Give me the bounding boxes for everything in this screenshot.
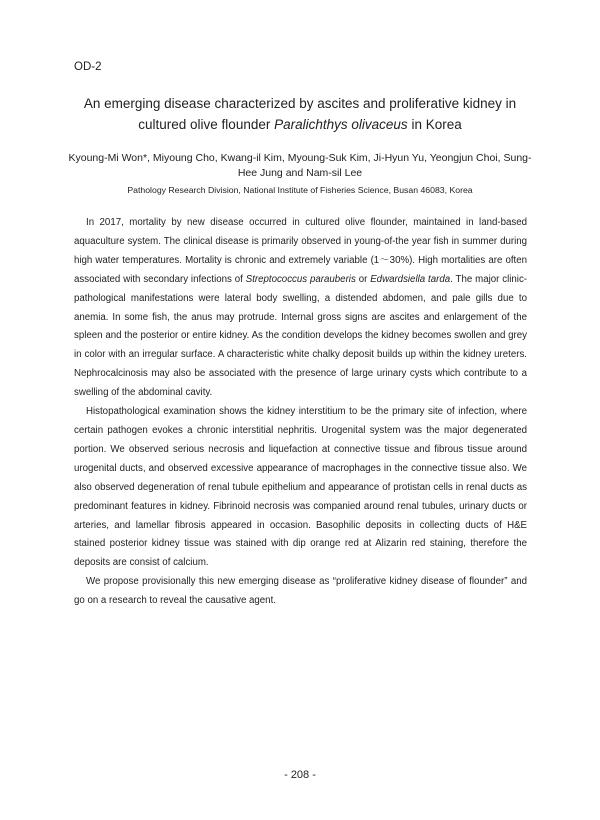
pathogen-name-1: Streptococcus parauberis (245, 273, 356, 285)
paragraph-1-part-c: or (355, 273, 371, 285)
title-line-2-post: in Korea (407, 117, 462, 132)
paper-title (60, 93, 540, 135)
abstract-code: OD-2 (74, 61, 102, 73)
paragraph-3: We propose provisionally this new emerging disease as “proliferative kidney disease of flounder” and go on a research to reveal the causative agent. (74, 576, 527, 607)
affiliation: Pathology Research Division, National Institute of Fisheries Science, Busan 46083, Korea (127, 185, 473, 195)
pathogen-name-2: Edwardsiella tarda (370, 273, 451, 285)
paragraph-1-part-e: . The major clinic-pathological manifestations were lateral body swelling, a distended abdomen, and pale gills due to anemia. In some fish, the anus may protrude. Internal gross signs are ascites and enlargement of the spleen and the posterior or entire kidney. As the condition develops the kidney becomes swollen and grey in color with an irregular surface. A characteristic white chalky deposit builds up within the kidney ureters. Nephrocalcinosis may also be associated with the presence of large urinary cysts which contribute to a swelling of the abdominal cavity. (74, 273, 528, 399)
abstract-body (74, 214, 527, 611)
paragraph-1-part-a: In 2017, mortality by new disease occurred in cultured olive flounder, maintained in land-based aquaculture system. The clinical disease is primarily observed in young-of-the year fish in summer during high water temperatures. Mortality is chronic and extremely variable (1～30%). High mortalities are often associated with secondary infections of (74, 217, 527, 285)
paragraph-1 (74, 214, 527, 403)
author-list: Kyoung-Mi Won*, Miyoung Cho, Kwang-il Kim, Myoung-Suk Kim, Ji-Hyun Yu, Yeongjun Choi, Sung-Hee Jung and Nam-sil Lee (68, 152, 532, 179)
title-line-1: An emerging disease characterized by ascites and proliferative kidney in (83, 96, 517, 111)
species-name: Paralichthys olivaceus (274, 117, 408, 132)
paragraph-2: Histopathological examination shows the kidney interstitium to be the primary site of infection, where certain pathogen evokes a chronic interstitial nephritis. Urogenital system was the major degenerated portion. We observed serious necrosis and liquefaction at connective tissue and fibrous tissue around urogenital ducts, and observed excessive appearance of macrophages in the connective tissue also. We also observed degeneration of renal tubule epithelium and appearance of protistan cells in renal ducts as predominant features in kidney. Fibrinoid necrosis was companied around renal tubules, urinary ducts or arteries, and lamellar fibrosis appeared in occasion. Basophilic deposits in collecting ducts of H&E stained posterior kidney tissue was stained with dip orange red at Alizarin red staining, therefore the deposits are consist of calcium. (74, 406, 527, 569)
title-line-2-pre: cultured olive flounder (138, 117, 275, 132)
page-number: - 208 - (284, 769, 316, 781)
